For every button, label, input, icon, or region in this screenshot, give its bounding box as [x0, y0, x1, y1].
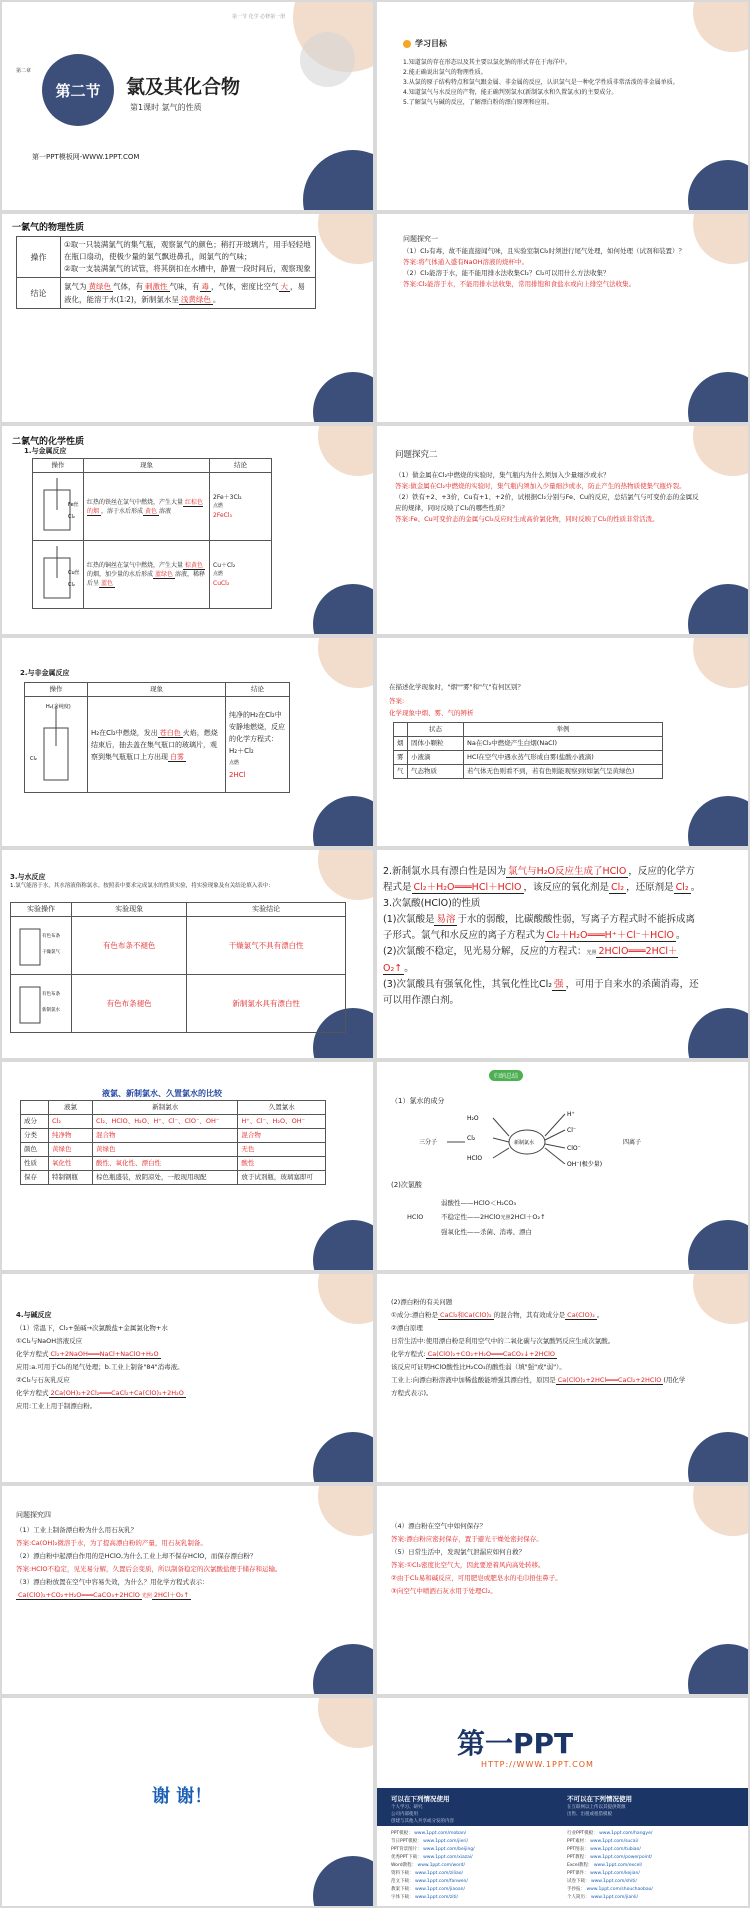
row-label: 结论 [17, 278, 61, 309]
goal-item: 4.知道氯气与水反应的产物，能正确判别氯水(新制氯水和久置氯水)的主要成分。 [403, 89, 618, 96]
goal-item: 3.从氯的原子结构特点和氯气跟金属、非金属的反应，认识氯气是一种化学性质非常活泼的非金属单质。 [403, 79, 679, 86]
link[interactable]: www.1ppt.com/ziti/ [414, 1895, 459, 1900]
slide-summary [377, 1062, 748, 1270]
nonmetal-table: 操作 现象 结论 H₂(含纯度) Cl₂ H₂在Cl₂中燃烧，发出 苍白色 火焰，燃烧结束后，抽去盖在集气瓶口的玻璃片，观察到集气瓶瓶口上方出现 白雾 纯净的H₂在Cl₂中安静地燃烧，反应的化学方程式： H₂＋Cl₂ 点燃 2HCl [24, 682, 290, 793]
license-denied: 在互联网以上传以其提供资源 出售、出租或租借模板 [567, 1805, 626, 1817]
link[interactable]: www.1ppt.com/shouchaobao/ [586, 1887, 653, 1892]
physical-table [16, 236, 316, 309]
flask-icon [36, 544, 80, 602]
link[interactable]: www.1ppt.com/xiazai/ [423, 1855, 473, 1860]
links-right: 行业PPT模板： www.1ppt.com/hangye/ PPT素材： www.1ppt.com/sucai/ PPT图表： www.1ppt.com/tubiao/ PPT教程： www.1ppt.com/powerpoint/ Excel教程： www.1ppt.com/excel/ PPT课件： www.1ppt.com/kejian/ 试卷下载： www.1ppt.com/shiti/ 手抄报： www.1ppt.com/shouchaobao/ 个人简历： www.1ppt.com/jianli/ [567, 1831, 653, 1900]
svg-text:新制氯水: 新制氯水 [42, 1008, 60, 1013]
link[interactable]: www.1ppt.com/jiaoan/ [414, 1887, 466, 1892]
slide-hclo [377, 850, 748, 1058]
slide-physical [2, 214, 373, 422]
brand-logo: 第一PPT [457, 1727, 574, 1760]
slide-compare [2, 1062, 373, 1270]
conclusion-cell: 氯气为 黄绿色 气体，有 刺激性 气味，有 毒 ，气体，密度比空气 大 ，易液化，能溶于水(1∶2)，新制氯水呈 浅黄绿色 。 [61, 278, 316, 309]
goals-list [403, 58, 703, 108]
row-label: 操作 [17, 237, 61, 278]
section-heading: 二氯气的化学性质 [12, 437, 85, 447]
svg-text:H₂O: H₂O [467, 1115, 479, 1122]
water-table: 实验操作 实验现象 实验结论 有色布条 干燥氯气 有色布条不褪色 干燥氯气不具有漂白性 有色布条 新制氯水 有色布条褪色 新制氯水具有漂白性 [10, 902, 346, 1033]
slide-metal [2, 426, 373, 634]
svg-text:Cl₂: Cl₂ [30, 756, 37, 762]
brand-url: HTTP://WWW.1PPT.COM [481, 1760, 594, 1769]
svg-text:H⁺: H⁺ [567, 1111, 575, 1118]
link[interactable]: www.1ppt.com/excel/ [593, 1863, 643, 1868]
slide-nonmetal [2, 638, 373, 846]
section-badge: 第二节 [42, 54, 114, 126]
slide-alkali [2, 1274, 373, 1482]
check-icon [403, 40, 411, 48]
slide-explore2 [377, 426, 748, 634]
goal-item: 2.能正确说出氯气的物理性质。 [403, 69, 487, 76]
bleach-body: (2)漂白粉的有关问题 ①成分:漂白粉是 CaCl₂和Ca(ClO)₂ 的混合物，其有效成分是 Ca(ClO)₂ 。 ②漂白原理 日常生活中:使用漂白粉是利用空气中的二氧化碳与次氯酸钙反应生成次氯酸。 化学方程式: Ca(ClO)₂+CO₂+H₂O═══CaCO₃↓+2HClO 该反应可证明HClO酸性比H₂CO₃的酸性弱（填"强"或"弱"）。 工业上:向漂白粉溶液中加稀盐酸能增强其漂白性，原因是 Ca(ClO)₂+2HCl═══CaCl₂+2HClO (用化学方程式表示)。 [391, 1298, 686, 1397]
svg-text:HClO: HClO [467, 1155, 483, 1162]
license-allowed: 个人学习、研究 公司内部使用 创建与其他人共享或分发的内容 [391, 1805, 454, 1824]
link[interactable]: www.1ppt.com/jieri/ [423, 1839, 468, 1844]
slide-explore4 [2, 1486, 373, 1694]
link[interactable]: www.1ppt.com/sucai/ [590, 1839, 639, 1844]
bottle-icon [14, 919, 68, 969]
hclo-body: 2.新制氯水具有漂白性是因为 氯气与H₂O反应生成了HClO ，反应的化学方程式是 Cl₂＋H₂O═══HCl＋HClO ，该反应的氧化剂是 Cl₂ ，还原剂是 Cl₂ 。 3.次氯酸(HClO)的性质 (1)次氯酸是 易溶 于水的弱酸，比碳酸酸性弱，写离子方程式时不能拆成离子形式。氯气和水反应的离子方程式为 Cl₂＋H₂O═══H⁺＋Cl⁻＋HClO 。 (2)次氯酸不稳定，见光易分解，反应的方程式：光照 2HClO═══2HCl＋O₂↑ 。 (3)次氯酸具有强氧化性，其氧化性比Cl₂ 强 ，可用于自来水的杀菌消毒，还可以用作漂白剂。 [383, 866, 701, 1006]
part-heading: (2)次氯酸 [391, 1181, 422, 1189]
explore-body: （4）漂白粉在空气中如何保存？ 答案:漂白粉应密封保存，置于避光干燥处密封保存。 （5）日常生活中，发现氯气泄漏应如何自救？ 答案:①Cl₂密度比空气大，因此要逆着风向高处转移。 ②由于Cl₂易和碱反应，可用肥皂或肥皂水的毛巾捂住鼻子。 ③向空气中喷洒石灰水用于处理Cl₂。 [391, 1522, 562, 1595]
svg-text:Cl₂: Cl₂ [68, 514, 75, 520]
svg-text:有色布条: 有色布条 [42, 934, 60, 939]
sub-heading: 3.与水反应 [10, 873, 46, 881]
hclo-props: 弱酸性——HClO＜H₂CO₃ 不稳定性——2HClO光照2HCl＋O₂↑ 强氧化性——杀菌、消毒、漂白 [441, 1199, 546, 1236]
link[interactable]: www.1ppt.com/word/ [417, 1863, 466, 1868]
svg-text:有色布条: 有色布条 [42, 992, 60, 997]
link[interactable]: www.1ppt.com/kejian/ [590, 1871, 640, 1876]
alkali-body: （1）常温下，Cl₂+强碱→次氯酸盐+金属氯化物+水 ①Cl₂与NaOH溶液反应 化学方程式 Cl₂+2NaOH═══NaCl+NaClO+H₂O 应用:a.可用于Cl₂的尾气处理；b.工业上制备"84"消毒液。 ②Cl₂与石灰乳反应 化学方程式 2Ca(OH)₂+2Cl₂═══CaCl₂+Ca(ClO)₂+2H₂O 应用:工业上用于制漂白粉。 [16, 1324, 184, 1410]
svg-text:OH⁻(极少量): OH⁻(极少量) [567, 1161, 603, 1168]
smoke-table: 状态 举例 烟 固体小颗粒 Na在Cl₂中燃烧产生白烟(NaCl) 雾 小液滴 HCl在空气中遇水蒸气形成白雾(盐酸小液滴) 气 气态物质 若气体无色则看不到，若有色则能观察到(如氯气呈黄绿色) [393, 722, 663, 779]
answer-label: 答案: [389, 697, 405, 705]
flask-icon [36, 476, 80, 534]
answer-title: 化学现象中烟、雾、气的辨析 [389, 709, 474, 717]
svg-text:ClO⁻: ClO⁻ [567, 1145, 581, 1152]
explore-heading: 问题探究一 [403, 235, 438, 243]
svg-text:干燥氯气: 干燥氯气 [42, 950, 60, 955]
thanks-text: 谢 谢！ [152, 1786, 213, 1807]
summary-tag: 归纳总结 [489, 1070, 523, 1081]
slide-license [377, 1698, 748, 1906]
slide-smoke [377, 638, 748, 846]
slide-goals [377, 2, 748, 210]
compare-title: 液氯、新制氯水、久置氯水的比较 [102, 1089, 222, 1098]
slide-explore4b [377, 1486, 748, 1694]
svg-text:三分子: 三分子 [419, 1139, 438, 1146]
svg-text:Cu丝: Cu丝 [68, 570, 80, 576]
intro-text: 1.氯气能溶于水，其水溶液俗称氯水。按照表中要求完成氯水的性质实验，将实验现象及有关结论填入表中： [10, 883, 274, 889]
hclo-label: HClO [407, 1213, 424, 1221]
svg-text:Cl₂: Cl₂ [467, 1135, 476, 1142]
part-heading: （1）氯水的成分 [391, 1097, 445, 1105]
license-panel [377, 1788, 748, 1906]
bottle-icon [14, 977, 68, 1027]
links-left: PPT模板： www.1ppt.com/moban/ 节日PPT模板： www.1ppt.com/jieri/ PPT背景图片： www.1ppt.com/beijing/ 优秀PPT下载： www.1ppt.com/xiazai/ Word教程： www.1ppt.com/word/ 资料下载： www.1ppt.com/ziliao/ 范文下载： www.1ppt.com/fanwen/ 教案下载： www.1ppt.com/jiaoan/ 字体下载： www.1ppt.com/ziti/ [391, 1831, 475, 1900]
license-denied-heading: 不可以在下列情况使用 [567, 1795, 632, 1803]
section-heading: 一氯气的物理性质 [12, 223, 85, 233]
explore-body: （1）Cl₂有毒，故不能直接闻气味，且实验室制Cl₂时须进行尾气处理，如何处理（试剂和装置）？ 答案:将气体通入盛有NaOH溶液的烧杯中。 （2）Cl₂能溶于水，能不能用排水法收集Cl₂？Cl₂可以用什么方法收集？ 答案:Cl₂能溶于水，不能用排水法收集，常用排饱和食盐水或向上排空气法收集。 [403, 247, 686, 288]
composition-diagram [417, 1106, 657, 1174]
svg-text:Fe丝: Fe丝 [68, 502, 79, 508]
goals-heading: 学习目标 [415, 39, 447, 48]
explore-body: （1）做金属在Cl₂中燃烧的实验时，集气瓶内为什么须加入少量细沙或水？ 答案:做金属在Cl₂中燃烧的实验时，集气瓶内须加入少量细沙或水，防止产生的热物质使集气瓶炸裂。 （2）铁有+2、+3价，Cu有+1、+2价，试根据Cl₂分别与Fe、Cu的反应，总结氯气与可变价态的金属反应的规律，同时反映了Cl₂的哪些性质？ 答案:Fe、Cu可变价态的金属与Cl₂反应时生成高价氯化物，同时反映了Cl₂的性质非常活泼。 [395, 471, 699, 523]
burner-icon [28, 700, 84, 786]
page-title: 氯及其化合物 [126, 76, 241, 98]
explore-body: （1）工业上制备漂白粉为什么用石灰乳？ 答案:Ca(OH)₂微溶于水，为了提高漂白粉的产量，用石灰乳制备。 （2）漂白粉中起漂白作用的是HClO,为什么工业上却不保存HClO，而保存漂白粉？ 答案:HClO不稳定，见光易分解，久置后会变质，所以制备稳定的次氯酸盐便于储存和运输。 （3）漂白粉放置在空气中容易失效，为什么？用化学方程式表示： Ca(ClO)₂+CO₂+H₂O═══CaCO₃+2HClO 光照 2HCl＋O₂↑ [16, 1526, 282, 1599]
link[interactable]: www.1ppt.com/jianli/ [590, 1895, 639, 1900]
goal-item: 1.知道氯的存在形态以及其主要以氯化钠的形式存在于海洋中。 [403, 59, 571, 66]
svg-text:Cl₂: Cl₂ [68, 582, 75, 588]
explore-heading: 问题探究二 [395, 450, 438, 460]
slide-water [2, 850, 373, 1058]
goal-item: 5.了解氯气与碱的反应，了解漂白粉的漂白原理和应用。 [403, 99, 553, 106]
link[interactable]: www.1ppt.com/shiti/ [590, 1879, 637, 1884]
page-subtitle: 第1课时 氯气的性质 [130, 103, 202, 112]
slide-bleach [377, 1274, 748, 1482]
svg-text:H₂(含纯度): H₂(含纯度) [46, 704, 71, 710]
svg-text:新制氯水: 新制氯水 [514, 1140, 535, 1146]
slide-header: 第一节 化学 必修第一册 [232, 14, 286, 20]
op-step: ①取一只装满氯气的集气瓶，观察氯气的颜色；稍打开玻璃片，用手轻轻地在瓶口扇动，使极少量的氯气飘进鼻孔，闻氯气的气味； [64, 240, 311, 261]
license-allowed-heading: 可以在下列情况使用 [391, 1795, 450, 1803]
compare-table: 液氯 新制氯水 久置氯水 成分 Cl₂ Cl₂、HClO、H₂O、H⁺、Cl⁻、ClO⁻、OH⁻ H⁺、Cl⁻、H₂O、OH⁻ 分类 纯净物 混合物 混合物 颜色 黄绿色 黄绿色 无色 性质 氧化性 酸性、氧化性、漂白性 酸性 保存 特制钢瓶 棕色瓶盛装，放阴凉处，一般现用现配 放于试剂瓶，玻璃塞即可 [20, 1100, 326, 1185]
metal-table: 操作 现象 结论 Fe丝 Cl₂ 红热的铁丝在氯气中燃烧，产生大量 红棕色的烟 ，溶于水后形成 黄色 溶液 2Fe＋3Cl₂ 点燃 2FeCl₃ Cu丝 Cl₂ 红热的铜丝在氯气中燃烧，产生大量 棕黄色的烟，加少量的水后形成 蓝绿色 溶液，稀释后呈 蓝色 Cu＋Cl₂ 点燃 CuCl₂ [32, 458, 272, 609]
brand-text: 第一PPT模板网-WWW.1PPT.COM [32, 153, 140, 161]
link[interactable]: www.1ppt.com/tubiao/ [590, 1847, 641, 1852]
question: 在描述化学现象时，"烟""雾"和"气"有何区别？ [389, 683, 524, 691]
link[interactable]: www.1ppt.com/beijing/ [423, 1847, 475, 1852]
sub-heading: 1.与金属反应 [24, 447, 67, 455]
link[interactable]: www.1ppt.com/fanwen/ [414, 1879, 468, 1884]
slide-thanks [2, 1698, 373, 1906]
slide-explore1 [377, 214, 748, 422]
svg-text:Cl⁻: Cl⁻ [567, 1127, 577, 1134]
slide-title [2, 2, 373, 210]
link[interactable]: www.1ppt.com/hangye/ [599, 1831, 653, 1836]
op-step: ②取一支装满氯气的试管，将其倒扣在水槽中，静置一段时间后，观察现象 [64, 264, 311, 273]
sub-heading: 4.与碱反应 [16, 1311, 52, 1319]
link[interactable]: www.1ppt.com/ziliao/ [414, 1871, 464, 1876]
link[interactable]: www.1ppt.com/powerpoint/ [590, 1855, 652, 1860]
link[interactable]: www.1ppt.com/moban/ [414, 1831, 467, 1836]
chapter-label: 第二章 [16, 68, 32, 74]
svg-text:四离子: 四离子 [623, 1139, 642, 1146]
sub-heading: 2.与非金属反应 [20, 669, 70, 677]
explore-heading: 问题探究四 [16, 1511, 51, 1519]
